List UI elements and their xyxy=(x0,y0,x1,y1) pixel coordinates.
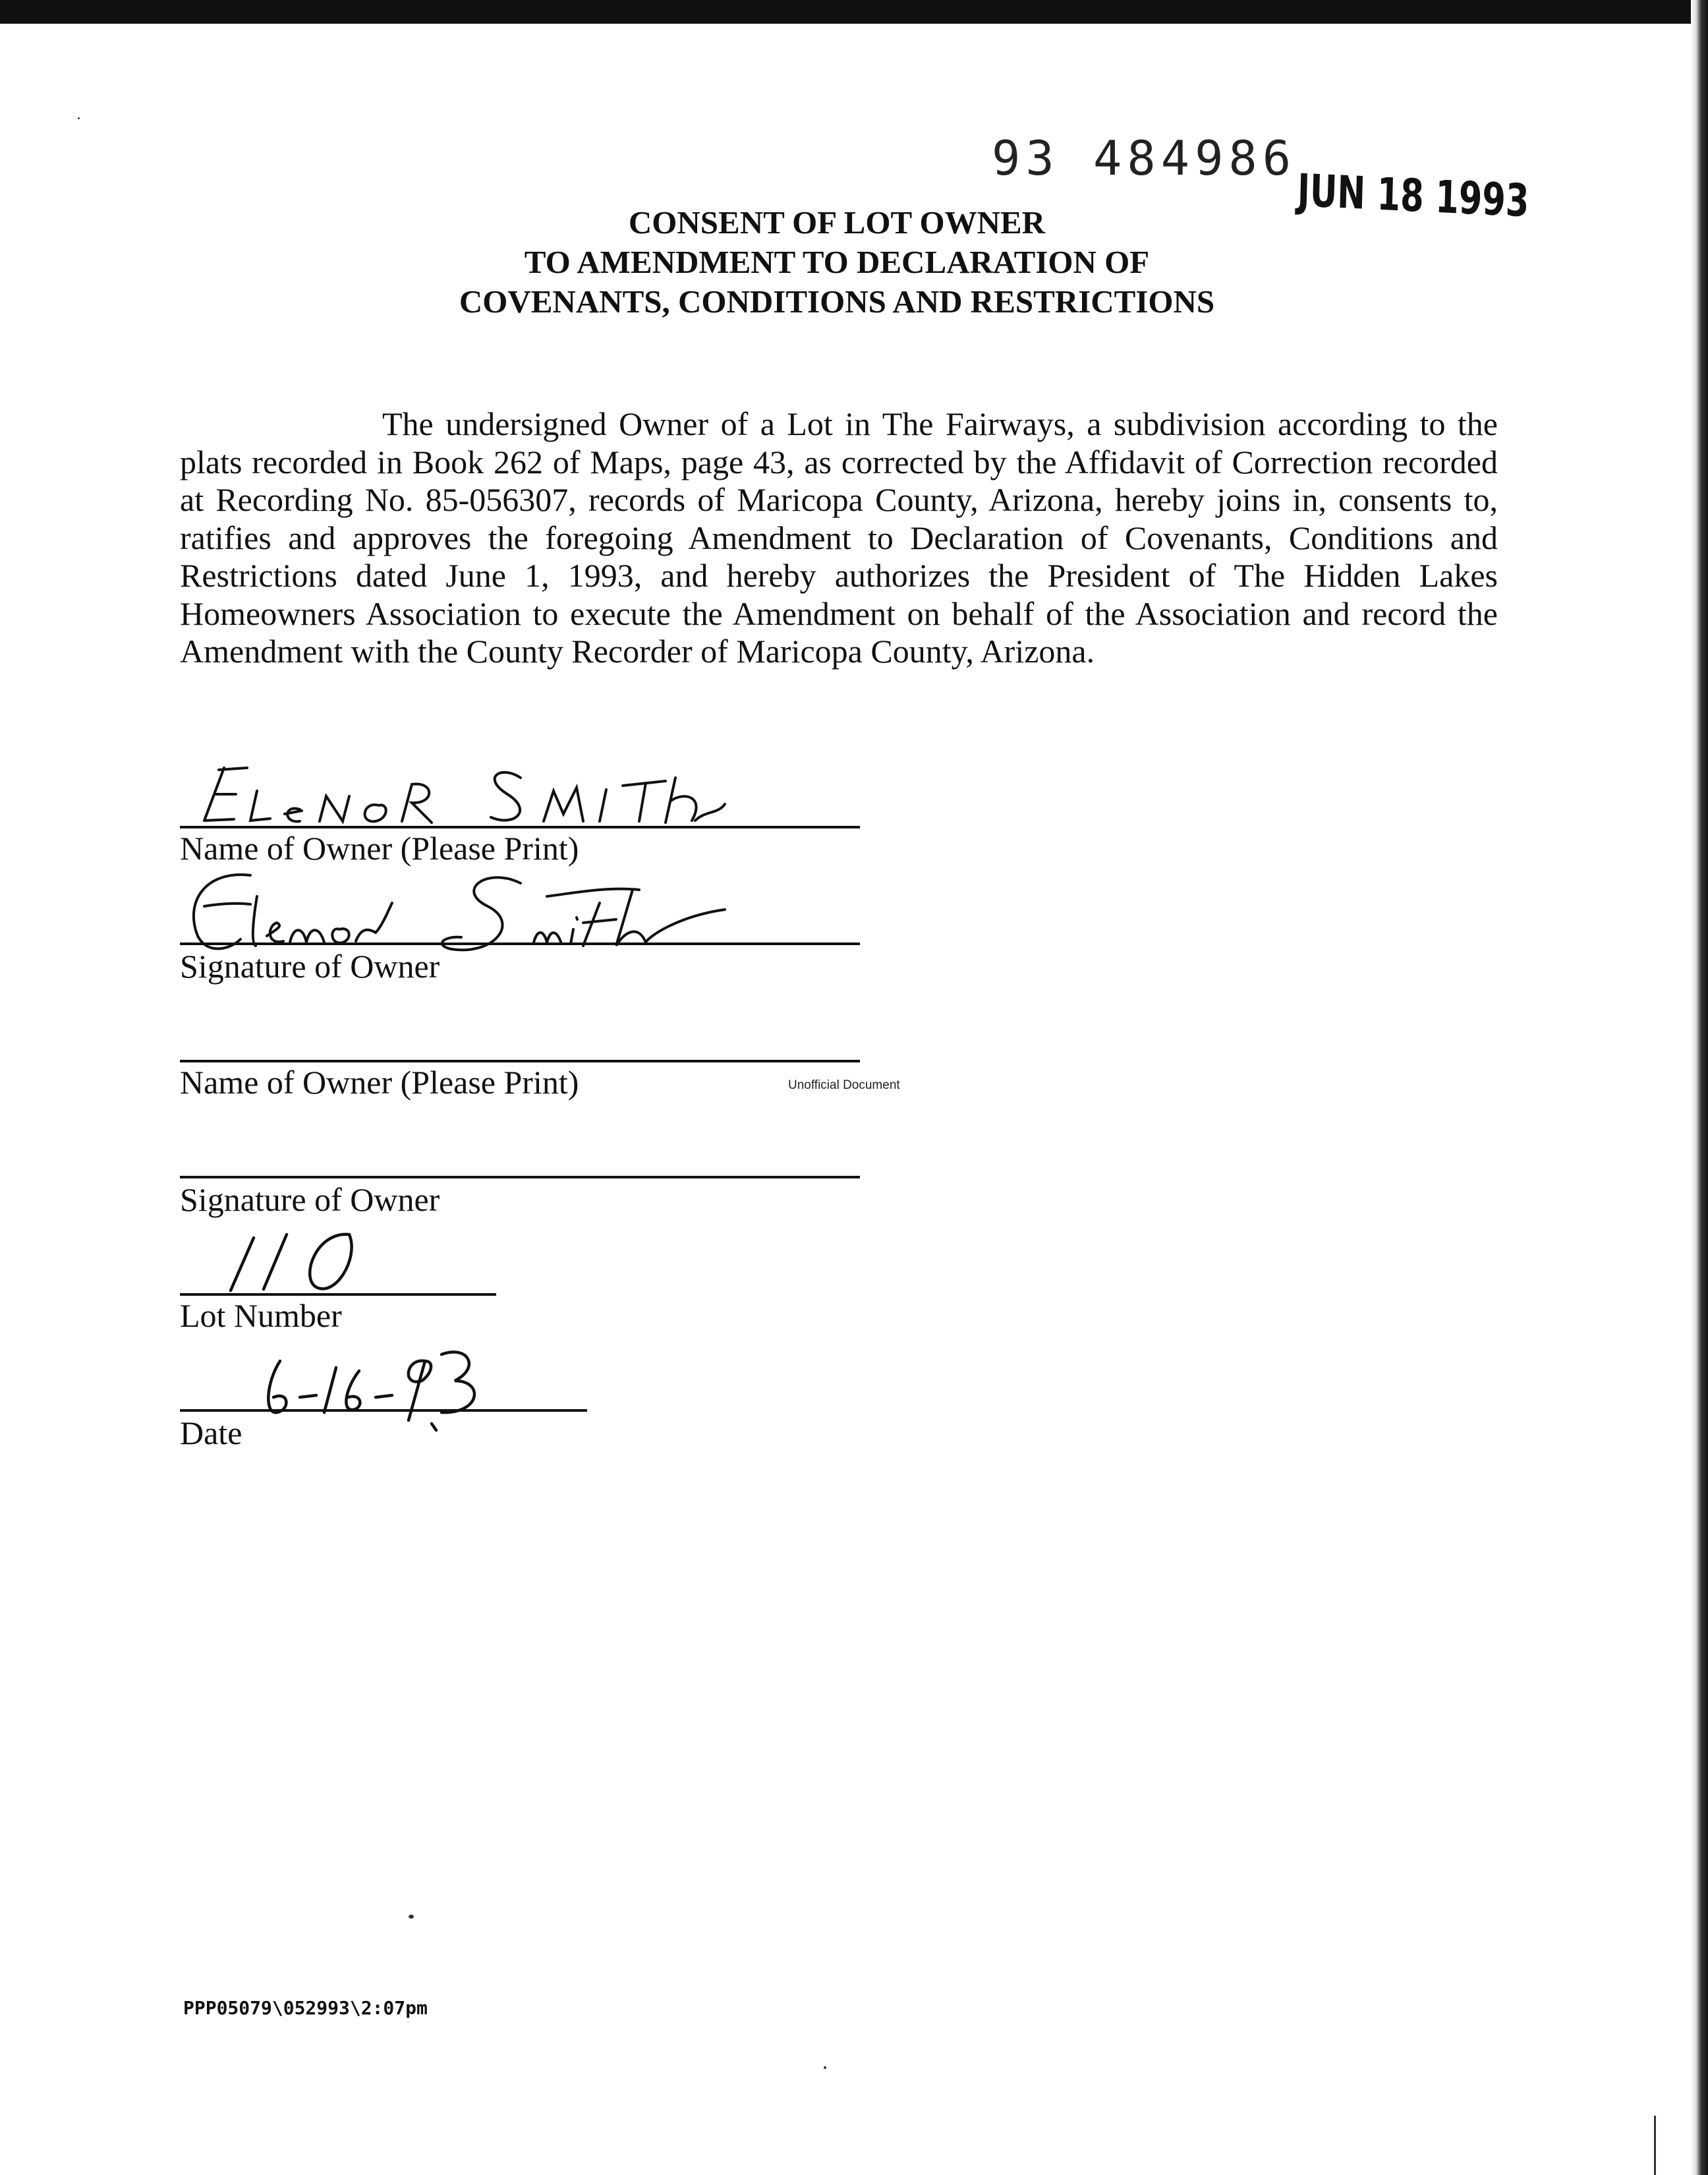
scan-speck xyxy=(409,1915,414,1919)
document-title xyxy=(369,203,1305,322)
scan-top-border xyxy=(0,0,1708,24)
owner1-name-label: Name of Owner (Please Print) xyxy=(180,830,579,867)
lot-number-label: Lot Number xyxy=(180,1297,342,1334)
consent-paragraph: The undersigned Owner of a Lot in The Fairways, a subdivision according to the plats recorded in Book 262 of Maps, page 43, as corrected by the Affidavit of Correction recorded at Recording No. 85-056307, records of Maricopa County, Arizona, hereby joins in, consents to, ratifies and approves the foregoing Amendment to Declaration of Covenants, Conditions and Restrictions dated June 1, 1993, and hereby authorizes the President of The Hidden Lakes Homeowners Association to execute the Amendment on behalf of the Association and record the Amendment with the County Recorder of Maricopa County, Arizona. xyxy=(180,405,1498,670)
owner2-signature-line xyxy=(180,1176,860,1178)
date-handwritten xyxy=(250,1341,534,1434)
title-line-1: CONSENT OF LOT OWNER xyxy=(628,204,1046,241)
scan-right-edge xyxy=(1691,0,1708,2175)
owner2-name-label: Name of Owner (Please Print) xyxy=(180,1064,579,1101)
recording-number: 93 484986 xyxy=(992,130,1297,186)
scan-speck xyxy=(824,2066,826,2069)
title-line-3: COVENANTS, CONDITIONS AND RESTRICTIONS xyxy=(459,283,1215,320)
title-line-2: TO AMENDMENT TO DECLARATION OF xyxy=(524,244,1150,280)
lot-number-handwritten xyxy=(217,1225,389,1297)
owner1-name-line xyxy=(180,826,860,828)
recorded-date-stamp: JUN 18 1993 xyxy=(1296,165,1530,228)
lot-number-line xyxy=(180,1293,496,1296)
date-line xyxy=(180,1409,587,1412)
document-code-footer: PPP05079\052993\2:07pm xyxy=(183,1997,428,2019)
date-label: Date xyxy=(180,1414,242,1451)
scan-speck xyxy=(1654,2116,1656,2175)
owner1-signature-line xyxy=(180,942,860,945)
owner1-name-handwritten xyxy=(185,758,751,830)
owner1-signature-label: Signature of Owner xyxy=(180,948,440,985)
unofficial-document-watermark: Unofficial Document xyxy=(788,1078,900,1092)
owner2-signature-label: Signature of Owner xyxy=(180,1181,440,1218)
scan-speck xyxy=(78,117,80,119)
owner2-name-line xyxy=(180,1060,860,1062)
